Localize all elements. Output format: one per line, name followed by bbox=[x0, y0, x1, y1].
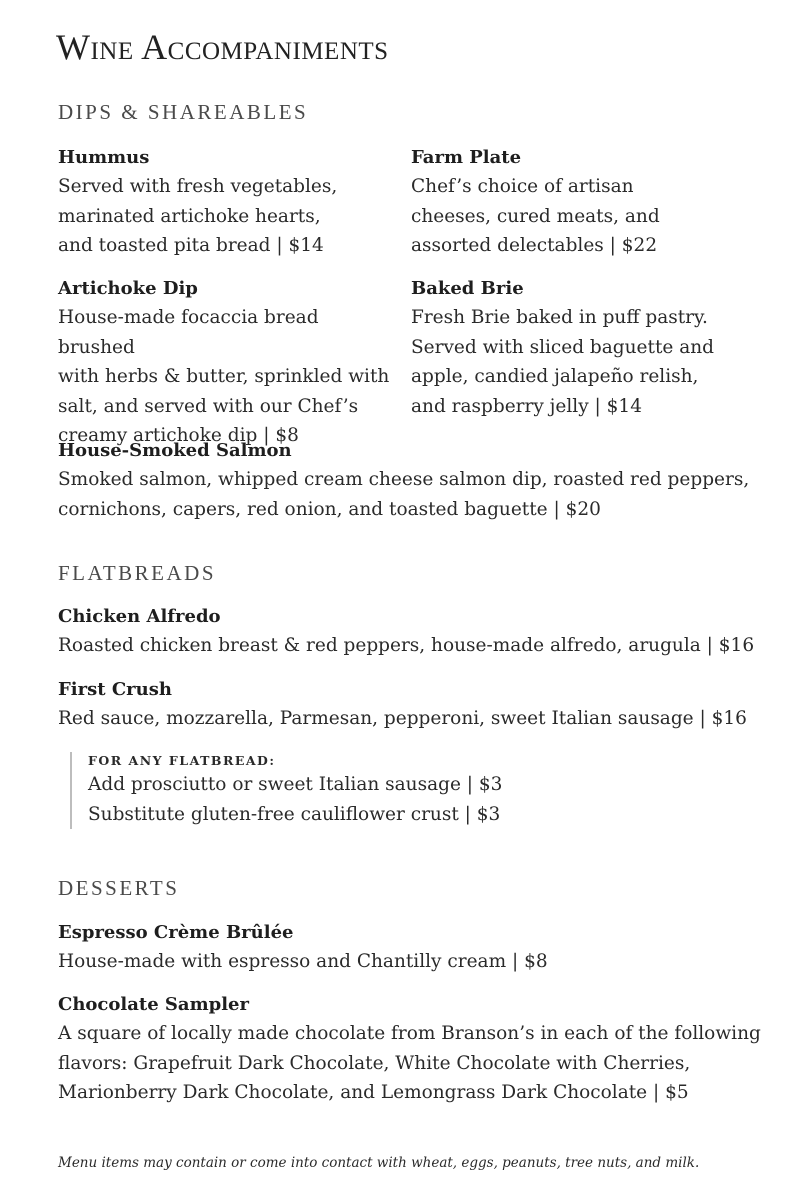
item-desc-line: Served with fresh vegetables, bbox=[58, 176, 338, 197]
menu-item-first-crush bbox=[58, 675, 758, 734]
item-desc-line: and toasted pita bread | $14 bbox=[58, 235, 324, 256]
menu-item-farm-plate bbox=[411, 143, 751, 261]
menu-item-chicken-alfredo bbox=[58, 602, 758, 661]
item-desc-line: A square of locally made chocolate from Branson’s in each of the following bbox=[58, 1023, 761, 1044]
item-desc-line: House-made with espresso and Chantilly cream | $8 bbox=[58, 951, 548, 972]
note-line: Add prosciutto or sweet Italian sausage | $3 bbox=[88, 774, 503, 795]
note-line: Substitute gluten-free cauliflower crust | $3 bbox=[88, 803, 501, 825]
section-heading-flatbreads: FLATBREADS bbox=[58, 561, 217, 585]
item-desc-line: creamy artichoke dip | $8 bbox=[58, 425, 299, 446]
item-desc-line: marinated artichoke hearts, bbox=[58, 205, 321, 227]
item-desc-line: Marionberry Dark Chocolate, and Lemongrass Dark Chocolate | $5 bbox=[58, 1082, 689, 1103]
menu-item-creme-brulee bbox=[58, 918, 758, 977]
item-desc-line: salt, and served with our Chef’s bbox=[58, 395, 359, 417]
allergen-disclaimer: Menu items may contain or come into contact with wheat, eggs, peanuts, tree nuts, and milk. bbox=[58, 1155, 700, 1171]
section-heading-dips: DIPS & SHAREABLES bbox=[58, 100, 309, 124]
item-desc-line: Smoked salmon, whipped cream cheese salmon dip, roasted red peppers, bbox=[58, 469, 750, 490]
page-title: Wine Accompaniments bbox=[56, 27, 389, 67]
item-name: Farm Plate bbox=[411, 147, 522, 168]
flatbread-addons-note bbox=[70, 752, 502, 829]
note-label: FOR ANY FLATBREAD: bbox=[88, 753, 276, 768]
menu-item-hummus bbox=[58, 143, 398, 261]
menu-item-chocolate-sampler bbox=[58, 990, 778, 1108]
item-desc-line: flavors: Grapefruit Dark Chocolate, White Chocolate with Cherries, bbox=[58, 1052, 691, 1074]
menu-item-smoked-salmon bbox=[58, 436, 758, 524]
item-name: First Crush bbox=[58, 679, 172, 700]
item-name: House-Smoked Salmon bbox=[58, 440, 292, 461]
menu-item-artichoke-dip bbox=[58, 274, 398, 451]
item-name: Baked Brie bbox=[411, 278, 524, 299]
item-desc-line: Served with sliced baguette and bbox=[411, 336, 714, 358]
menu-item-baked-brie bbox=[411, 274, 751, 421]
item-name: Hummus bbox=[58, 147, 150, 168]
section-heading-desserts: DESSERTS bbox=[58, 876, 180, 900]
item-desc-line: Chef’s choice of artisan bbox=[411, 176, 634, 197]
item-desc-line: cheeses, cured meats, and bbox=[411, 205, 660, 227]
item-desc-line: cornichons, capers, red onion, and toasted baguette | $20 bbox=[58, 498, 601, 520]
item-desc-line: Red sauce, mozzarella, Parmesan, pepperoni, sweet Italian sausage | $16 bbox=[58, 708, 747, 729]
item-name: Chicken Alfredo bbox=[58, 606, 221, 627]
item-desc-line: and raspberry jelly | $14 bbox=[411, 395, 642, 417]
item-desc-line: Fresh Brie baked in puff pastry. bbox=[411, 307, 708, 328]
item-name: Chocolate Sampler bbox=[58, 994, 249, 1015]
item-name: Espresso Crème Brûlée bbox=[58, 922, 294, 943]
item-desc-line: House-made focaccia bread brushed bbox=[58, 307, 319, 358]
item-name: Artichoke Dip bbox=[58, 278, 198, 299]
item-desc-line: Roasted chicken breast & red peppers, house-made alfredo, arugula | $16 bbox=[58, 635, 755, 656]
item-desc-line: assorted delectables | $22 bbox=[411, 235, 658, 256]
item-desc-line: apple, candied jalapeño relish, bbox=[411, 366, 699, 387]
item-desc-line: with herbs & butter, sprinkled with bbox=[58, 366, 390, 387]
